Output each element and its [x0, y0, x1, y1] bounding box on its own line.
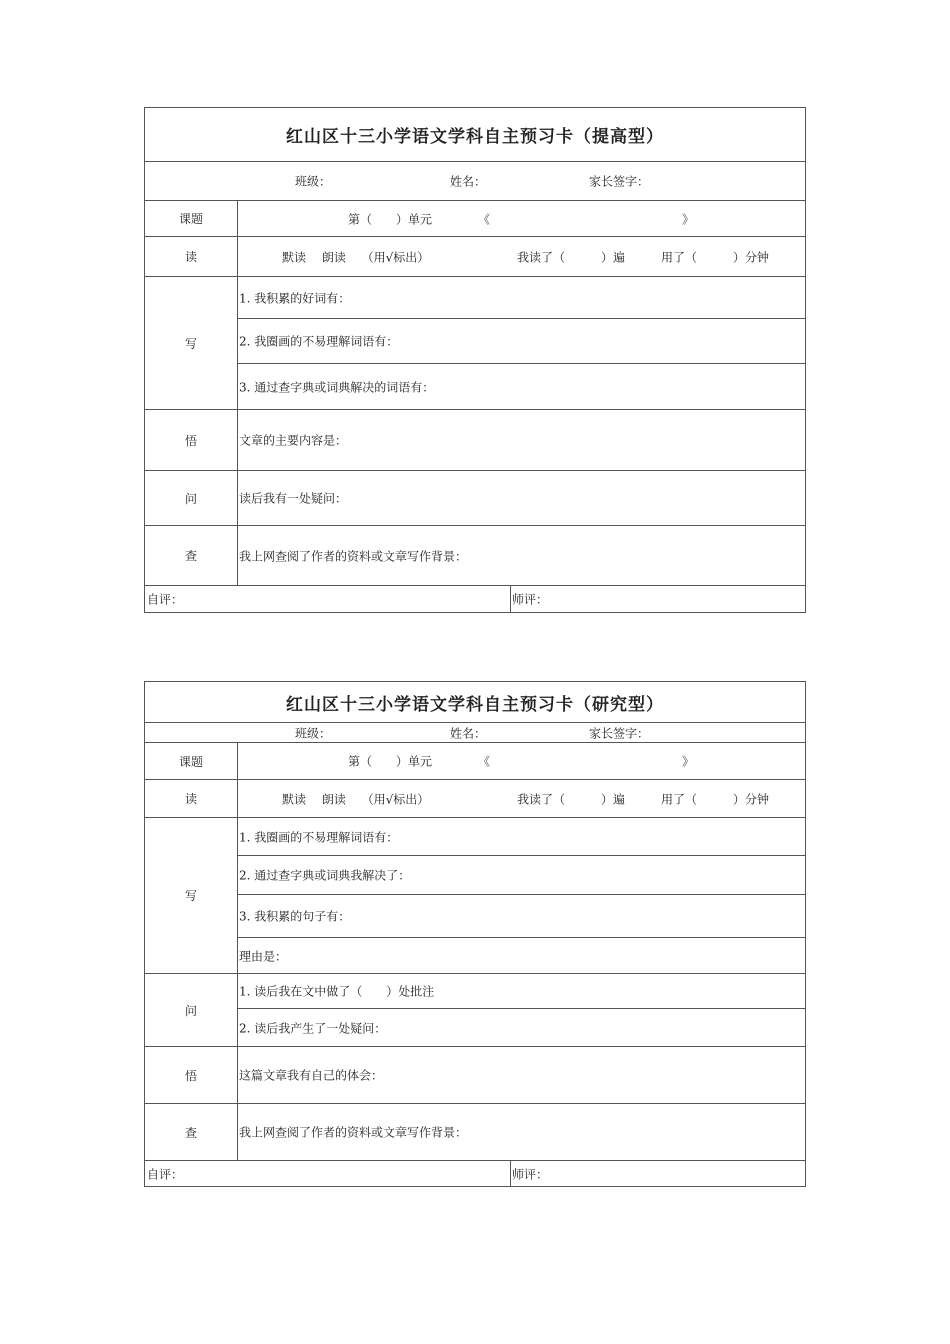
read-content[interactable]	[237, 237, 805, 276]
topic-label: 课题	[145, 201, 238, 236]
info-row	[145, 723, 805, 743]
write-item[interactable]: 2. 我圈画的不易理解词语有：	[237, 319, 805, 364]
preview-card-advanced	[144, 107, 806, 613]
topic-content[interactable]	[237, 743, 805, 779]
wen-content[interactable]: 读后我有一处疑问：	[239, 491, 348, 506]
read-content[interactable]	[237, 780, 805, 817]
wen-label: 问	[145, 471, 238, 525]
write-section	[145, 818, 805, 974]
parent-signature-field[interactable]: 家长签字：	[589, 726, 650, 740]
wen-section	[145, 974, 805, 1047]
read-minutes: 用了（ ）分钟	[661, 250, 770, 264]
wu-row	[145, 1047, 805, 1104]
cha-content[interactable]: 我上网查阅了作者的资料或文章写作背景：	[239, 549, 468, 563]
write-item[interactable]: 1. 我积累的好词有：	[237, 277, 805, 319]
parent-signature-field[interactable]: 家长签字：	[589, 174, 650, 189]
topic-content[interactable]	[237, 201, 805, 236]
wen-item[interactable]: 1. 读后我在文中做了（ ）处批注	[237, 974, 805, 1009]
class-field[interactable]: 班级：	[295, 726, 332, 740]
topic-row	[145, 743, 805, 780]
wen-label: 问	[145, 974, 238, 1046]
read-minutes: 用了（ ）分钟	[661, 792, 770, 806]
unit-text: 第（ ）单元	[348, 212, 433, 226]
write-item[interactable]: 理由是：	[239, 949, 288, 964]
topic-row	[145, 201, 805, 237]
read-row	[145, 237, 805, 277]
footer-row	[145, 586, 805, 612]
teacher-evaluation[interactable]: 师评：	[512, 592, 549, 607]
read-times: 我读了（ ）遍	[517, 792, 626, 806]
read-row	[145, 780, 805, 818]
write-item[interactable]: 3. 我积累的句子有：	[237, 895, 805, 938]
unit-text: 第（ ）单元	[348, 754, 433, 769]
read-modes: 默读 朗读 （用√标出）	[282, 250, 430, 264]
wu-content[interactable]: 这篇文章我有自己的体会：	[239, 1068, 384, 1083]
write-item[interactable]: 3. 通过查字典或词典解决的词语有：	[239, 380, 435, 395]
self-evaluation[interactable]: 自评：	[147, 1167, 184, 1181]
book-close: 》	[682, 212, 695, 226]
wu-label: 悟	[145, 1047, 238, 1103]
cha-row	[145, 526, 805, 586]
wu-label: 悟	[145, 410, 238, 470]
read-label: 读	[145, 780, 238, 817]
write-label: 写	[145, 818, 238, 973]
wen-item[interactable]: 2. 读后我产生了一处疑问：	[239, 1021, 387, 1036]
cha-label: 查	[145, 1104, 238, 1160]
cha-label: 查	[145, 526, 238, 585]
preview-card-research	[144, 681, 806, 1187]
self-evaluation[interactable]: 自评：	[147, 592, 184, 607]
card-title	[145, 108, 805, 162]
read-times: 我读了（ ）遍	[517, 250, 626, 264]
write-item[interactable]: 1. 我圈画的不易理解词语有：	[237, 818, 805, 856]
teacher-evaluation[interactable]: 师评：	[512, 1167, 549, 1181]
read-label: 读	[145, 237, 238, 276]
info-row	[145, 162, 805, 201]
write-section	[145, 277, 805, 410]
book-open: 《	[478, 754, 491, 769]
wu-row	[145, 410, 805, 471]
book-close: 》	[682, 754, 695, 769]
card-title-text: 红山区十三小学语文学科自主预习卡（提高型）	[286, 127, 664, 147]
cha-content[interactable]: 我上网查阅了作者的资料或文章写作背景：	[239, 1125, 468, 1140]
footer-row	[145, 1161, 805, 1186]
wu-content[interactable]: 文章的主要内容是：	[239, 433, 348, 448]
card-title	[145, 682, 805, 723]
card-title-text: 红山区十三小学语文学科自主预习卡（研究型）	[286, 694, 664, 715]
wen-row	[145, 471, 805, 526]
read-modes: 默读 朗读 （用√标出）	[282, 792, 430, 806]
write-label: 写	[145, 277, 238, 409]
name-field[interactable]: 姓名：	[450, 174, 487, 189]
write-item[interactable]: 2. 通过查字典或词典我解决了：	[237, 856, 805, 895]
name-field[interactable]: 姓名：	[450, 726, 487, 740]
topic-label: 课题	[145, 743, 238, 779]
class-field[interactable]: 班级：	[295, 174, 332, 189]
book-open: 《	[478, 212, 491, 226]
cha-row	[145, 1104, 805, 1161]
